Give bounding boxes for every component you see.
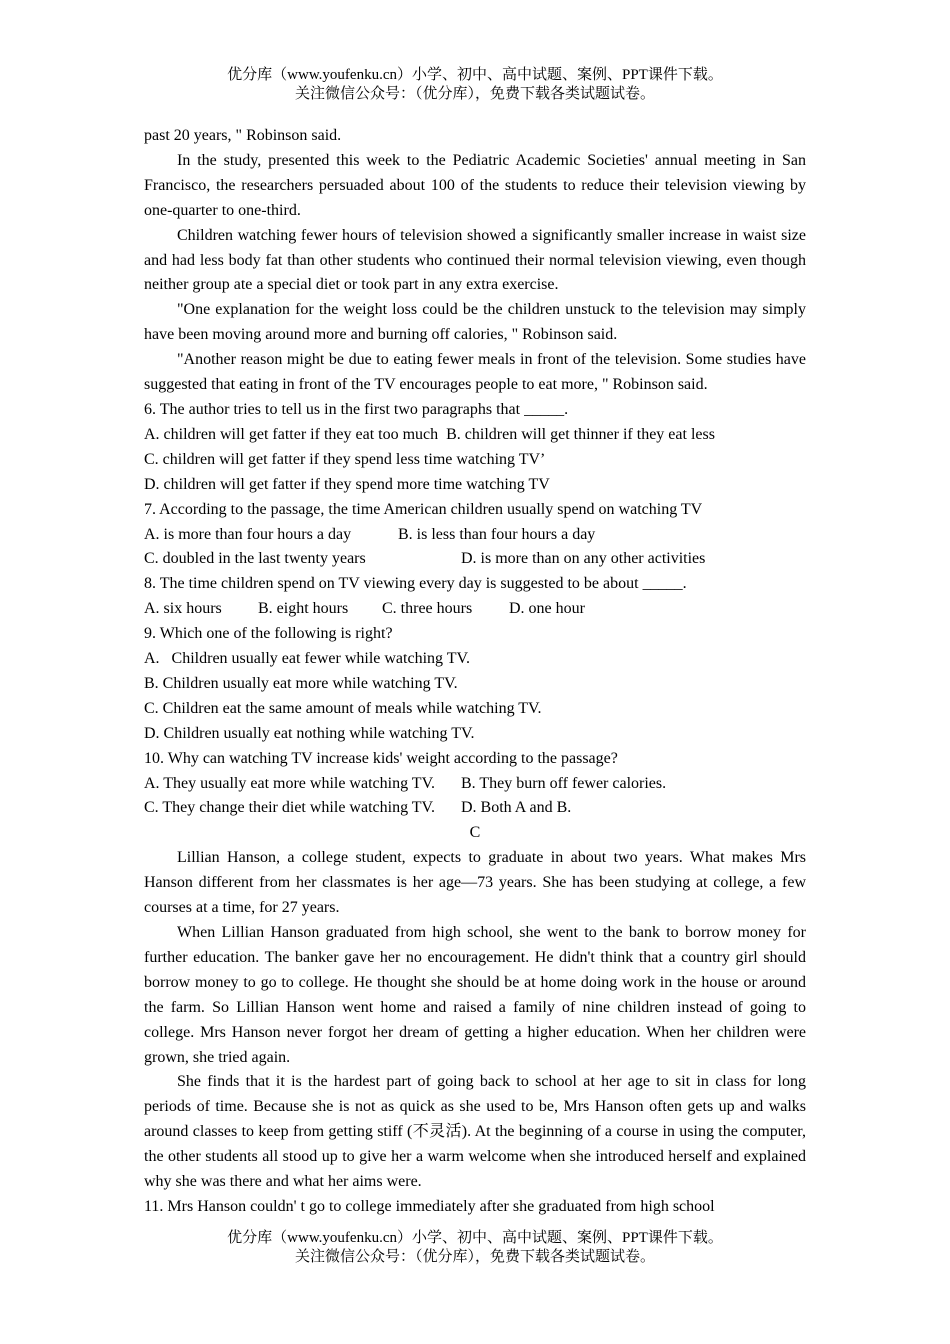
question-11-stem: 11. Mrs Hanson couldn' t go to college immediately after she graduated from high school (144, 1197, 715, 1215)
footer-line-1: 优分库（www.youfenku.cn）小学、初中、高中试题、案例、PPT课件下载。 (227, 1230, 723, 1246)
question-10-stem: 10. Why can watching TV increase kids' weight according to the passage? (144, 749, 618, 767)
passage-c-paragraph: She finds that it is the hardest part of going back to school at her age to sit in class for long periods of time. Because she is not as quick as she used to be, Mrs Hanson often gets up and walks around classes to keep from getting stiff (不灵活). At the beginning of a course in using the computer, the other students all stood up to give her a warm welcome when she introduced herself and explained why she was there and what her aims were. (144, 1073, 806, 1191)
question-7-option-d: D. is more than on any other activities (461, 550, 706, 568)
passage-b-paragraph: "One explanation for the weight loss could be the children unstuck to the television may simply have been moving around more and burning off calories, " Robinson said. (144, 301, 806, 344)
question-6-option-c: C. children will get fatter if they spend less time watching TV’ (144, 450, 546, 468)
question-7-stem: 7. According to the passage, the time American children usually spend on watching TV (144, 500, 703, 518)
question-6-option-d: D. children will get fatter if they spend more time watching TV (144, 475, 550, 493)
question-8-options (144, 597, 806, 622)
question-6-option-a: A. children will get fatter if they eat too much (144, 425, 439, 443)
question-10-option-b: B. They burn off fewer calories. (461, 774, 667, 792)
question-9-stem: 9. Which one of the following is right? (144, 625, 393, 643)
question-8-option-b: B. eight hours (258, 600, 349, 618)
page-header (0, 66, 950, 104)
question-8-option-c: C. three hours (382, 600, 473, 618)
question-7-option-b: B. is less than four hours a day (398, 525, 596, 543)
question-7-options-cd (144, 547, 806, 572)
passage-b-paragraph: Children watching fewer hours of television showed a significantly smaller increase in waist size and had less body fat than other students who continued their normal television viewing, even though neither group ate a special diet or took part in any extra exercise. (144, 226, 806, 294)
question-10-option-c: C. They change their diet while watching TV. (144, 799, 436, 817)
passage-b-paragraph: "Another reason might be due to eating fewer meals in front of the television. Some studies have suggested that eating in front of the TV encourages people to eat more, " Robinson said. (144, 351, 806, 394)
question-10-options-cd (144, 796, 806, 821)
question-9-option-b: B. Children usually eat more while watching TV. (144, 674, 458, 692)
question-6-stem: 6. The author tries to tell us in the first two paragraphs that _____. (144, 400, 569, 418)
page-content (144, 124, 806, 1220)
footer-line-2: 关注微信公众号：（优分库），免费下载各类试题试卷。 (294, 1249, 655, 1265)
header-line-2: 关注微信公众号：（优分库），免费下载各类试题试卷。 (294, 86, 655, 102)
header-line-1: 优分库（www.youfenku.cn）小学、初中、高中试题、案例、PPT课件下载。 (227, 67, 723, 83)
passage-b-paragraph: In the study, presented this week to the Pediatric Academic Societies' annual meeting in San Francisco, the researchers persuaded about 100 of the students to reduce their television viewing by one-quarter to one-third. (144, 151, 806, 219)
passage-c-paragraph: Lillian Hanson, a college student, expects to graduate in about two years. What makes Mrs Hanson different from her classmates is her age—73 years. She has been studying at college, a few courses at a time, for 27 years. (144, 849, 806, 917)
question-8-option-d: D. one hour (509, 600, 585, 618)
question-9-option-d: D. Children usually eat nothing while watching TV. (144, 724, 475, 742)
page-footer (0, 1229, 950, 1267)
passage-b-continuation: past 20 years, " Robinson said. (144, 127, 342, 144)
question-8-stem: 8. The time children spend on TV viewing every day is suggested to be about _____. (144, 575, 687, 593)
question-6-option-b: B. children will get thinner if they eat less (446, 425, 715, 443)
passage-c-paragraph: When Lillian Hanson graduated from high school, she went to the bank to borrow money for further education. The banker gave her no encouragement. He didn't think that a country girl should borrow money to go to college. He thought she should be at home doing work in the house or around the farm. So Lillian Hanson went home and raised a family of nine children instead of going to college. Mrs Hanson never forgot her dream of getting a higher education. When her children were grown, she tried again. (144, 924, 806, 1066)
question-9-option-a: A. Children usually eat fewer while watching TV. (144, 650, 470, 668)
question-6-options-ab (144, 423, 806, 448)
passage-c-heading: C (469, 824, 481, 842)
question-8-option-a: A. six hours (144, 600, 222, 618)
question-10-option-a: A. They usually eat more while watching TV. (144, 774, 436, 792)
question-10-option-d: D. Both A and B. (461, 799, 572, 817)
question-7-option-a: A. is more than four hours a day (144, 525, 352, 543)
question-9-option-c: C. Children eat the same amount of meals while watching TV. (144, 699, 542, 717)
question-10-options-ab (144, 772, 806, 797)
question-7-options-ab (144, 523, 806, 548)
question-7-option-c: C. doubled in the last twenty years (144, 550, 366, 568)
